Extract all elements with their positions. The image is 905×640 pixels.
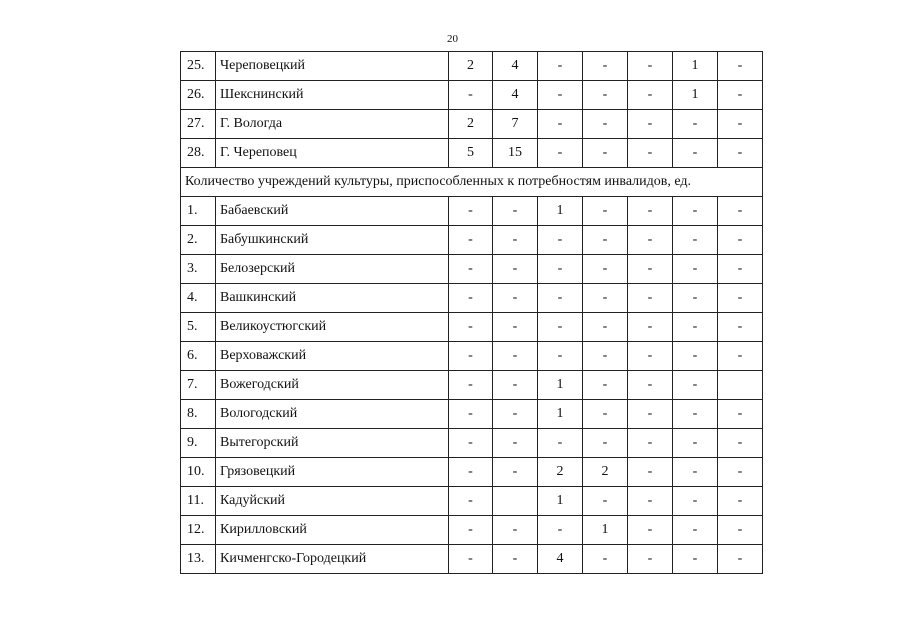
table-row	[181, 429, 763, 458]
value-cell: -	[538, 110, 583, 139]
value-cell: -	[583, 371, 628, 400]
value-cell: 1	[673, 81, 718, 110]
value-cell	[493, 487, 538, 516]
table-row	[181, 313, 763, 342]
row-number: 8.	[181, 400, 216, 429]
value-cell: -	[538, 255, 583, 284]
value-cell: -	[583, 545, 628, 574]
value-cell: -	[718, 226, 763, 255]
value-cell: -	[718, 197, 763, 226]
value-cell: -	[493, 458, 538, 487]
value-cell: 1	[583, 516, 628, 545]
district-name: Кичменгско-Городецкий	[216, 545, 449, 574]
value-cell: 5	[449, 139, 493, 168]
value-cell: -	[493, 255, 538, 284]
value-cell: 15	[493, 139, 538, 168]
value-cell: 2	[538, 458, 583, 487]
value-cell: -	[718, 81, 763, 110]
value-cell: 2	[449, 110, 493, 139]
value-cell: -	[583, 197, 628, 226]
value-cell: -	[673, 313, 718, 342]
value-cell: -	[583, 284, 628, 313]
section-title: Количество учреждений культуры, приспособленных к потребностям инвалидов, ед.	[181, 168, 763, 197]
row-number: 28.	[181, 139, 216, 168]
value-cell: -	[538, 313, 583, 342]
value-cell: -	[628, 516, 673, 545]
value-cell: 7	[493, 110, 538, 139]
district-name: Кирилловский	[216, 516, 449, 545]
value-cell: -	[718, 284, 763, 313]
value-cell: 1	[673, 52, 718, 81]
value-cell: -	[673, 255, 718, 284]
value-cell: -	[493, 284, 538, 313]
value-cell: -	[628, 400, 673, 429]
value-cell: 2	[583, 458, 628, 487]
value-cell: -	[449, 458, 493, 487]
value-cell: -	[628, 255, 673, 284]
value-cell: -	[493, 516, 538, 545]
value-cell: -	[673, 371, 718, 400]
row-number: 2.	[181, 226, 216, 255]
value-cell: 4	[493, 81, 538, 110]
value-cell: -	[628, 81, 673, 110]
district-name: Вожегодский	[216, 371, 449, 400]
district-name: Вытегорский	[216, 429, 449, 458]
value-cell: -	[449, 371, 493, 400]
district-name: Вологодский	[216, 400, 449, 429]
value-cell: -	[718, 313, 763, 342]
value-cell: -	[583, 313, 628, 342]
value-cell: 4	[538, 545, 583, 574]
value-cell: -	[583, 342, 628, 371]
district-name: Белозерский	[216, 255, 449, 284]
value-cell: -	[583, 255, 628, 284]
row-number: 13.	[181, 545, 216, 574]
value-cell: 1	[538, 197, 583, 226]
table-row	[181, 545, 763, 574]
value-cell: -	[718, 255, 763, 284]
value-cell: -	[628, 52, 673, 81]
value-cell: -	[718, 342, 763, 371]
value-cell: -	[493, 342, 538, 371]
value-cell: -	[538, 516, 583, 545]
value-cell: -	[449, 545, 493, 574]
value-cell: -	[673, 226, 718, 255]
value-cell: -	[583, 52, 628, 81]
table-row	[181, 516, 763, 545]
row-number: 3.	[181, 255, 216, 284]
value-cell: -	[449, 342, 493, 371]
value-cell: -	[673, 284, 718, 313]
value-cell: -	[673, 110, 718, 139]
value-cell: -	[538, 81, 583, 110]
value-cell: -	[538, 139, 583, 168]
value-cell: -	[538, 342, 583, 371]
value-cell: -	[449, 313, 493, 342]
row-number: 10.	[181, 458, 216, 487]
table-body-after	[181, 197, 763, 574]
table-row	[181, 110, 763, 139]
value-cell: -	[718, 516, 763, 545]
table-row	[181, 81, 763, 110]
value-cell: -	[493, 429, 538, 458]
table-row	[181, 226, 763, 255]
value-cell: -	[718, 139, 763, 168]
value-cell: -	[718, 487, 763, 516]
district-name: Г. Череповец	[216, 139, 449, 168]
table-row	[181, 487, 763, 516]
value-cell: -	[628, 429, 673, 458]
data-table	[180, 51, 763, 574]
value-cell: -	[493, 226, 538, 255]
table-body-before	[181, 52, 763, 168]
page-number: 20	[447, 33, 458, 45]
value-cell: -	[628, 139, 673, 168]
row-number: 11.	[181, 487, 216, 516]
value-cell: -	[583, 226, 628, 255]
row-number: 26.	[181, 81, 216, 110]
section-header-body	[181, 168, 763, 197]
value-cell: -	[718, 458, 763, 487]
value-cell: -	[449, 197, 493, 226]
district-name: Кадуйский	[216, 487, 449, 516]
value-cell: -	[673, 139, 718, 168]
value-cell: -	[628, 545, 673, 574]
row-number: 1.	[181, 197, 216, 226]
value-cell: -	[538, 429, 583, 458]
value-cell: -	[493, 545, 538, 574]
table-row	[181, 52, 763, 81]
value-cell: -	[449, 226, 493, 255]
value-cell: -	[493, 197, 538, 226]
district-name: Вашкинский	[216, 284, 449, 313]
value-cell: -	[673, 458, 718, 487]
row-number: 6.	[181, 342, 216, 371]
district-name: Бабушкинский	[216, 226, 449, 255]
value-cell: 1	[538, 487, 583, 516]
value-cell: -	[583, 110, 628, 139]
row-number: 4.	[181, 284, 216, 313]
value-cell: 1	[538, 400, 583, 429]
value-cell: -	[583, 81, 628, 110]
district-name: Г. Вологда	[216, 110, 449, 139]
value-cell: -	[673, 197, 718, 226]
table-row	[181, 342, 763, 371]
value-cell: -	[628, 342, 673, 371]
value-cell: -	[449, 400, 493, 429]
table-row	[181, 371, 763, 400]
value-cell: -	[628, 110, 673, 139]
value-cell: -	[493, 400, 538, 429]
value-cell: -	[493, 313, 538, 342]
value-cell: -	[449, 284, 493, 313]
value-cell: -	[628, 197, 673, 226]
value-cell: -	[538, 52, 583, 81]
table-row	[181, 255, 763, 284]
row-number: 7.	[181, 371, 216, 400]
value-cell: -	[449, 487, 493, 516]
value-cell: -	[449, 516, 493, 545]
value-cell: -	[673, 516, 718, 545]
value-cell: -	[628, 458, 673, 487]
table-row	[181, 197, 763, 226]
row-number: 12.	[181, 516, 216, 545]
section-header-row	[181, 168, 763, 197]
value-cell: -	[628, 313, 673, 342]
value-cell: 1	[538, 371, 583, 400]
value-cell: -	[718, 110, 763, 139]
value-cell: -	[673, 545, 718, 574]
value-cell: -	[538, 226, 583, 255]
value-cell: -	[538, 284, 583, 313]
district-name: Верховажский	[216, 342, 449, 371]
value-cell: -	[449, 255, 493, 284]
row-number: 5.	[181, 313, 216, 342]
value-cell: -	[628, 371, 673, 400]
value-cell: -	[628, 487, 673, 516]
value-cell: -	[583, 400, 628, 429]
value-cell: -	[493, 371, 538, 400]
value-cell: -	[673, 400, 718, 429]
value-cell: -	[449, 429, 493, 458]
value-cell: -	[583, 139, 628, 168]
value-cell: -	[673, 429, 718, 458]
value-cell: -	[718, 545, 763, 574]
value-cell: -	[718, 52, 763, 81]
value-cell	[718, 371, 763, 400]
district-name: Грязовецкий	[216, 458, 449, 487]
district-name: Великоустюгский	[216, 313, 449, 342]
table-row	[181, 139, 763, 168]
value-cell: 2	[449, 52, 493, 81]
table-row	[181, 400, 763, 429]
value-cell: -	[449, 81, 493, 110]
value-cell: -	[673, 487, 718, 516]
row-number: 27.	[181, 110, 216, 139]
table-row	[181, 458, 763, 487]
value-cell: -	[628, 226, 673, 255]
district-name: Шекснинский	[216, 81, 449, 110]
value-cell: -	[718, 429, 763, 458]
value-cell: -	[583, 487, 628, 516]
table-row	[181, 284, 763, 313]
district-name: Бабаевский	[216, 197, 449, 226]
value-cell: -	[628, 284, 673, 313]
value-cell: -	[718, 400, 763, 429]
value-cell: -	[673, 342, 718, 371]
value-cell: -	[583, 429, 628, 458]
district-name: Череповецкий	[216, 52, 449, 81]
row-number: 9.	[181, 429, 216, 458]
value-cell: 4	[493, 52, 538, 81]
row-number: 25.	[181, 52, 216, 81]
